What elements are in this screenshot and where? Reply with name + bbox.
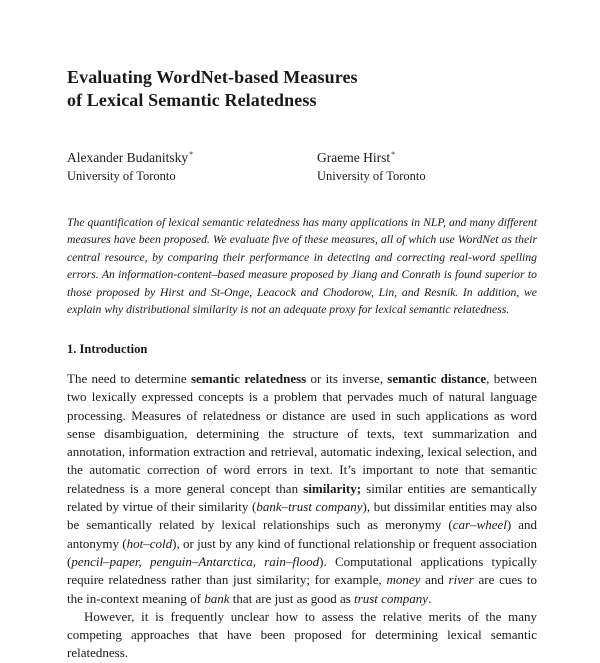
author-block-2 (317, 146, 426, 185)
author-name-1: Alexander Budanitsky* (67, 150, 194, 165)
term-semantic-distance: semantic distance (387, 371, 487, 386)
author-affiliation-2: University of Toronto (317, 169, 426, 183)
author-footnote-mark-1: * (189, 150, 194, 159)
paper-title (67, 66, 547, 112)
title-line-2: of Lexical Semantic Relatedness (67, 90, 317, 110)
introduction-body (67, 370, 537, 663)
term-semantic-relatedness: semantic relatedness (190, 371, 307, 386)
author-block-1 (67, 146, 193, 185)
section-heading-introduction: 1. Introduction (67, 342, 148, 356)
introduction-paragraph-1: The need to determine semantic relatedness or its inverse, semantic distance, between two lexically expressed concepts is a problem that pervades much of natural language processing. Measures of relatedness or distance are used in such applications as word sense disambiguation, determining the structure of texts, text summarization and annotation, information extraction and retrieval, automatic indexing, lexical selection, and the automatic correction of word errors in text. It’s important to note that semantic relatedness is a more general concept than similarity; similar entities are semantically related by virtue of their similarity (bank–trust company), but dissimilar entities may also be semantically related by lexical relationships such as meronymy (car–wheel) and antonymy (hot–cold), or just by any kind of functional relationship or frequent association (pencil–paper, penguin–Antarctica, rain–flood). Computational applications typically require relatedness rather than just similarity; for example, money and river are cues to the in-context meaning of bank that are just as good as trust company. (67, 371, 538, 606)
example-money: money (386, 572, 421, 588)
abstract: The quantification of lexical semantic relatedness has many applications in NLP, and many different measures have been proposed. We evaluate five of these measures, all of which use WordNet as their central resource, by comparing their performance in detecting and correcting real-word spelling errors. An information-content–based measure proposed by Jiang and Conrath is found superior to those proposed by Hirst and St-Onge, Leacock and Chodorow, Lin, and Resnik. In addition, we explain why distributional similarity is not an adequate proxy for lexical semantic relatedness. (67, 216, 537, 317)
example-bank: bank (204, 590, 230, 606)
author-affiliation-1: University of Toronto (67, 169, 176, 183)
example-hot-cold: hot–cold (126, 535, 173, 551)
author-footnote-mark-2: * (391, 150, 396, 159)
example-associations: pencil–paper, penguin–Antarctica, rain–flood (71, 553, 320, 569)
example-car-wheel: car–wheel (452, 517, 507, 533)
author-name-2: Graeme Hirst* (317, 150, 396, 165)
introduction-paragraph-2: However, it is frequently unclear how to assess the relative merits of the many competing approaches that have been proposed for determining lexical semantic relatedness. (67, 608, 537, 661)
example-trust-company: trust company (354, 590, 429, 606)
title-line-1: Evaluating WordNet-based Measures (67, 67, 358, 87)
example-river: river (448, 572, 474, 588)
example-bank-trust-company: bank–trust company (256, 499, 363, 515)
term-similarity: similarity; (303, 480, 362, 496)
